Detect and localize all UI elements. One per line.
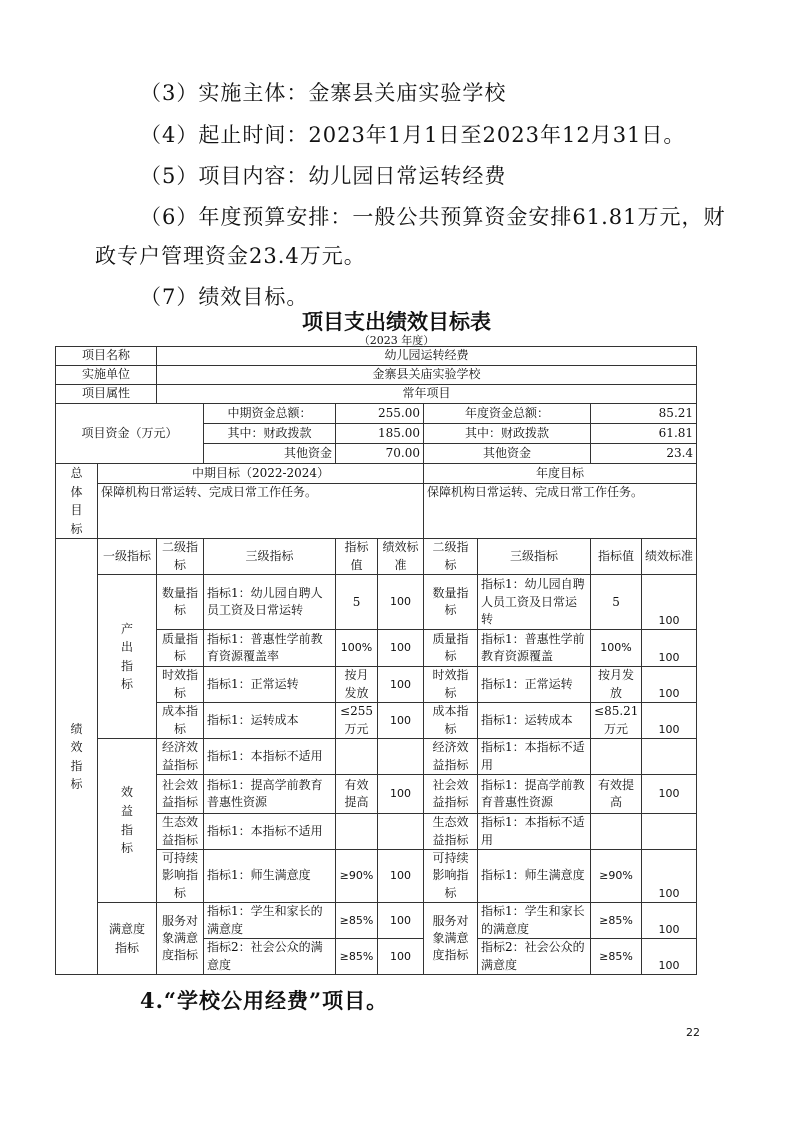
quality-standard-annual: 100	[642, 630, 697, 667]
service-level3-annual-1: 指标1：学生和家长的满意度	[478, 903, 591, 939]
satisfaction-indicators-label: 满意度指标	[98, 903, 157, 975]
service-standard-mid-1: 100	[378, 903, 424, 939]
timeliness-level2-annual: 时效指标	[424, 667, 478, 703]
output-indicators-label: 产出指标	[98, 575, 157, 739]
perf-indicators-label: 绩效指标	[56, 539, 98, 975]
economic-level2-mid: 经济效益指标	[157, 739, 204, 775]
cost-level3-annual: 指标1：运转成本	[478, 703, 591, 739]
ecological-level2-mid: 生态效益指标	[157, 814, 204, 850]
cost-standard-mid: 100	[378, 703, 424, 739]
unit-value: 金寨县关庙实验学校	[157, 366, 697, 385]
quality-value-mid: 100%	[336, 630, 378, 667]
header-level3-annual: 三级指标	[478, 539, 591, 575]
project-name-value: 幼儿园运转经费	[157, 347, 697, 366]
social-level3-annual: 指标1：提高学前教育普惠性资源	[478, 775, 591, 814]
ecological-level3-mid: 指标1：本指标不适用	[204, 814, 336, 850]
quantity-standard-annual: 100	[642, 575, 697, 630]
economic-level2-annual: 经济效益指标	[424, 739, 478, 775]
ecological-standard-annual	[642, 814, 697, 850]
annual-total-label: 年度资金总额：	[424, 404, 591, 424]
timeliness-value-mid: 按月发放	[336, 667, 378, 703]
ecological-level3-annual: 指标1：本指标不适用	[478, 814, 591, 850]
page-number: 22	[686, 1026, 700, 1039]
table-title: 项目支出绩效目标表	[302, 310, 491, 334]
cost-value-mid: ≤255万元	[336, 703, 378, 739]
annual-fiscal-label: 其中：财政拨款	[424, 424, 591, 444]
cost-level2-mid: 成本指标	[157, 703, 204, 739]
paragraph-period: （4）起止时间：2023年1月1日至2023年12月31日。	[140, 123, 686, 147]
social-standard-mid: 100	[378, 775, 424, 814]
economic-level3-mid: 指标1：本指标不适用	[204, 739, 336, 775]
header-standard-mid: 绩效标准	[378, 539, 424, 575]
mid-other-label: 其他资金	[204, 444, 336, 464]
cost-standard-annual: 100	[642, 703, 697, 739]
sustainable-value-annual: ≥90%	[591, 849, 642, 902]
header-level2-mid: 二级指标	[157, 539, 204, 575]
performance-target-table	[55, 346, 697, 975]
ecological-standard-mid	[378, 814, 424, 850]
annual-goal-text: 保障机构日常运转、完成日常工作任务。	[424, 483, 697, 539]
service-level3-mid-2: 指标2：社会公众的满意度	[204, 939, 336, 975]
cost-level3-mid: 指标1：运转成本	[204, 703, 336, 739]
paragraph-budget-line2: 政专户管理资金23.4万元。	[95, 244, 366, 268]
service-level3-annual-2: 指标2：社会公众的满意度	[478, 939, 591, 975]
sustainable-value-mid: ≥90%	[336, 849, 378, 902]
economic-value-annual	[591, 739, 642, 775]
economic-value-mid	[336, 739, 378, 775]
benefit-indicators-label: 效益指标	[98, 739, 157, 903]
social-value-mid: 有效提高	[336, 775, 378, 814]
sustainable-level2-mid: 可持续影响指标	[157, 849, 204, 902]
service-value-mid-2: ≥85%	[336, 939, 378, 975]
service-standard-mid-2: 100	[378, 939, 424, 975]
sustainable-level3-mid: 指标1：师生满意度	[204, 849, 336, 902]
ecological-level2-annual: 生态效益指标	[424, 814, 478, 850]
annual-fiscal-value: 61.81	[591, 424, 697, 444]
social-level3-mid: 指标1：提高学前教育普惠性资源	[204, 775, 336, 814]
service-value-annual-1: ≥85%	[591, 903, 642, 939]
timeliness-level3-mid: 指标1：正常运转	[204, 667, 336, 703]
mid-goal-header: 中期目标（2022-2024）	[98, 464, 424, 484]
quantity-level2-mid: 数量指标	[157, 575, 204, 630]
mid-fiscal-value: 185.00	[336, 424, 424, 444]
quantity-level3-mid: 指标1：幼儿园自聘人员工资及日常运转	[204, 575, 336, 630]
ecological-value-mid	[336, 814, 378, 850]
service-value-annual-2: ≥85%	[591, 939, 642, 975]
paragraph-budget-line1: （6）年度预算安排：一般公共预算资金安排61.81万元，财	[140, 205, 726, 229]
annual-goal-header: 年度目标	[424, 464, 697, 484]
quantity-level3-annual: 指标1：幼儿园自聘人员工资及日常运转	[478, 575, 591, 630]
quality-level2-mid: 质量指标	[157, 630, 204, 667]
quality-value-annual: 100%	[591, 630, 642, 667]
paragraph-goals: （7）绩效目标。	[140, 285, 309, 309]
header-level3-mid: 三级指标	[204, 539, 336, 575]
timeliness-standard-mid: 100	[378, 667, 424, 703]
quality-standard-mid: 100	[378, 630, 424, 667]
section-heading: 4.“学校公用经费”项目。	[140, 988, 389, 1013]
mid-goal-text: 保障机构日常运转、完成日常工作任务。	[98, 483, 424, 539]
mid-fiscal-label: 其中：财政拨款	[204, 424, 336, 444]
economic-level3-annual: 指标1：本指标不适用	[478, 739, 591, 775]
attribute-value: 常年项目	[157, 385, 697, 404]
header-standard-annual: 绩效标准	[642, 539, 697, 575]
header-level2-annual: 二级指标	[424, 539, 478, 575]
annual-other-value: 23.4	[591, 444, 697, 464]
sustainable-standard-mid: 100	[378, 849, 424, 902]
social-level2-mid: 社会效益指标	[157, 775, 204, 814]
ecological-value-annual	[591, 814, 642, 850]
service-value-mid-1: ≥85%	[336, 903, 378, 939]
project-name-label: 项目名称	[56, 347, 157, 366]
timeliness-level3-annual: 指标1：正常运转	[478, 667, 591, 703]
sustainable-level3-annual: 指标1：师生满意度	[478, 849, 591, 902]
quantity-value-mid: 5	[336, 575, 378, 630]
timeliness-level2-mid: 时效指标	[157, 667, 204, 703]
timeliness-value-annual: 按月发放	[591, 667, 642, 703]
timeliness-standard-annual: 100	[642, 667, 697, 703]
sustainable-level2-annual: 可持续影响指标	[424, 849, 478, 902]
service-standard-annual-1: 100	[642, 903, 697, 939]
quality-level3-annual: 指标1：普惠性学前教育资源覆盖	[478, 630, 591, 667]
overall-goal-label: 总体目标	[56, 464, 98, 539]
mid-total-label: 中期资金总额：	[204, 404, 336, 424]
attribute-label: 项目属性	[56, 385, 157, 404]
service-level2-mid: 服务对象满意度指标	[157, 903, 204, 975]
annual-total-value: 85.21	[591, 404, 697, 424]
header-value-mid: 指标值	[336, 539, 378, 575]
service-level2-annual: 服务对象满意度指标	[424, 903, 478, 975]
sustainable-standard-annual: 100	[642, 849, 697, 902]
quality-level2-annual: 质量指标	[424, 630, 478, 667]
service-standard-annual-2: 100	[642, 939, 697, 975]
funds-label: 项目资金（万元）	[56, 404, 204, 464]
mid-total-value: 255.00	[336, 404, 424, 424]
header-level1: 一级指标	[98, 539, 157, 575]
quality-level3-mid: 指标1：普惠性学前教育资源覆盖率	[204, 630, 336, 667]
economic-standard-mid	[378, 739, 424, 775]
cost-value-annual: ≤85.21万元	[591, 703, 642, 739]
paragraph-implementer: （3）实施主体：金寨县关庙实验学校	[140, 81, 507, 105]
table-year: （2023 年度）	[358, 334, 435, 347]
quantity-value-annual: 5	[591, 575, 642, 630]
social-value-annual: 有效提高	[591, 775, 642, 814]
quantity-level2-annual: 数量指标	[424, 575, 478, 630]
social-standard-annual: 100	[642, 775, 697, 814]
header-value-annual: 指标值	[591, 539, 642, 575]
annual-other-label: 其他资金	[424, 444, 591, 464]
economic-standard-annual	[642, 739, 697, 775]
service-level3-mid-1: 指标1：学生和家长的满意度	[204, 903, 336, 939]
mid-other-value: 70.00	[336, 444, 424, 464]
paragraph-content: （5）项目内容：幼儿园日常运转经费	[140, 164, 507, 188]
unit-label: 实施单位	[56, 366, 157, 385]
cost-level2-annual: 成本指标	[424, 703, 478, 739]
social-level2-annual: 社会效益指标	[424, 775, 478, 814]
quantity-standard-mid: 100	[378, 575, 424, 630]
